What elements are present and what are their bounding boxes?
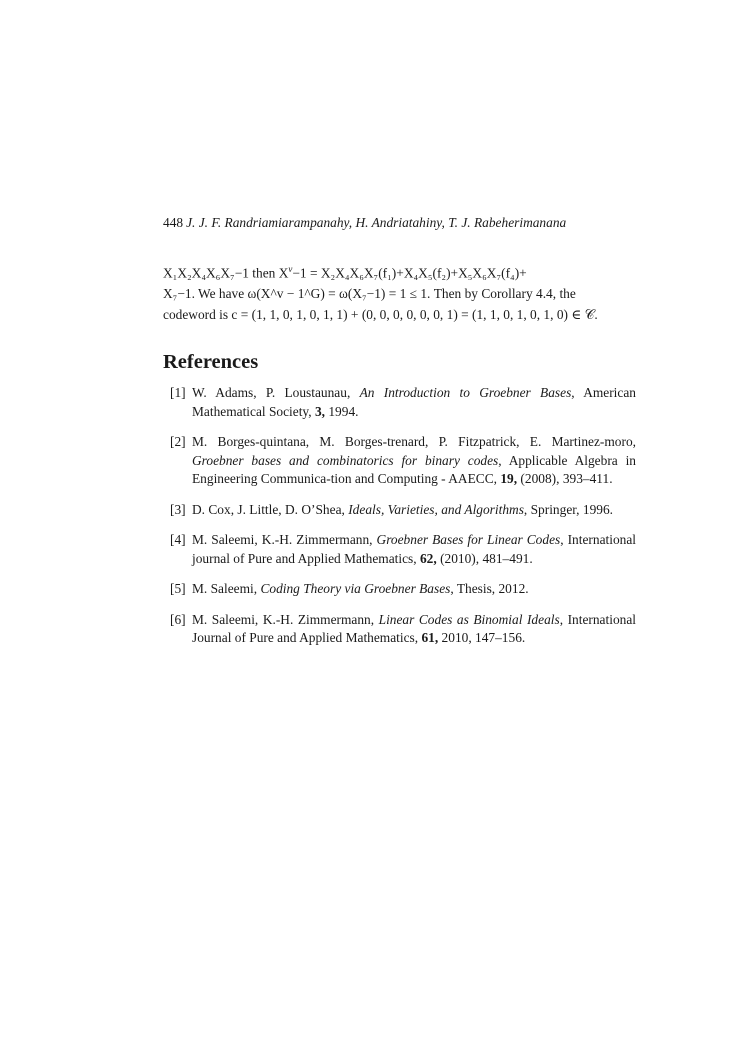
reference-authors: D. Cox, J. Little, D. O’Shea,: [192, 501, 349, 517]
reference-number: [2]: [170, 434, 186, 450]
math-superscript: v: [288, 264, 293, 274]
reference-year-pages: (2008), 393–411.: [517, 471, 613, 487]
reference-title: Linear Codes as Binomial Ideals: [378, 611, 560, 627]
reference-number: [5]: [170, 581, 186, 597]
reference-source: , International journal of Pure and Applied Mathematics,: [192, 532, 637, 566]
reference-item: [163, 611, 636, 648]
running-head: [163, 214, 636, 232]
references-heading: References: [163, 351, 259, 374]
reference-item: [163, 501, 636, 520]
page-content: [163, 214, 636, 664]
reference-year-pages: (2010), 481–491.: [436, 550, 533, 566]
reference-authors: M. Borges-quintana, M. Borges-trenard, P. Fitzpatrick, E. Martinez-moro,: [192, 434, 636, 450]
running-head-authors: J. J. F. Randriamiarampanahy, H. Andriatahiny, T. J. Rabeherimanana: [186, 215, 567, 230]
reference-year-pages: 2010, 147–156.: [438, 630, 526, 646]
reference-authors: M. Saleemi, K.-H. Zimmermann,: [192, 532, 377, 548]
reference-source: , Springer, 1996.: [523, 501, 614, 517]
reference-title: Ideals, Varieties, and Algorithms: [348, 501, 524, 517]
math-line-2-text: X₇−1. We have ω(X^v − 1^G) = ω(X₇−1) = 1 ≤ 1. Then by Corollary 4.4, the: [163, 286, 576, 302]
reference-title: Groebner bases and combinatorics for binary codes: [192, 452, 499, 468]
reference-title: Groebner Bases for Linear Codes: [376, 532, 561, 548]
reference-year-pages: 1994.: [325, 403, 359, 419]
math-line-3: [163, 304, 636, 325]
reference-source: , American Mathematical Society,: [192, 385, 636, 419]
reference-item: [163, 384, 636, 421]
references-list: [163, 384, 636, 648]
reference-authors: M. Saleemi,: [192, 581, 261, 597]
reference-title: Coding Theory via Groebner Bases: [260, 581, 451, 597]
reference-number: [3]: [170, 501, 186, 517]
reference-item: [163, 531, 636, 568]
reference-volume: 19,: [500, 471, 518, 487]
reference-source: , International Journal of Pure and Applied Mathematics,: [192, 611, 637, 646]
math-line-2: [163, 283, 636, 304]
reference-number: [4]: [170, 532, 186, 548]
page-number: 448: [163, 215, 184, 230]
reference-source: , Thesis, 2012.: [450, 581, 529, 597]
math-line-1-part-b: −1 = X₂X₄X₆X₇(f₁)+X₄X₅(f₂)+X₅X₆X₇(f₄)+: [292, 265, 527, 281]
reference-volume: 3,: [314, 403, 326, 419]
reference-authors: M. Saleemi, K.-H. Zimmermann,: [192, 611, 379, 627]
reference-number: [6]: [170, 611, 186, 627]
reference-volume: 61,: [421, 630, 439, 646]
reference-number: [1]: [170, 385, 186, 401]
reference-volume: 62,: [419, 550, 437, 566]
reference-item: [163, 433, 636, 489]
reference-item: [163, 580, 636, 599]
reference-authors: W. Adams, P. Loustaunau,: [192, 385, 360, 401]
math-line-1: [163, 259, 636, 283]
body-paragraph: [163, 259, 636, 325]
math-line-1-part-a: X₁X₂X₄X₆X₇−1 then X: [163, 265, 289, 281]
reference-source: , Applicable Algebra in Engineering Communica-tion and Computing - AAECC,: [192, 452, 636, 487]
math-line-1-text: [163, 259, 527, 283]
reference-title: An Introduction to Groebner Bases: [359, 385, 572, 401]
math-line-3-text: codeword is c = (1, 1, 0, 1, 0, 1, 1) + (0, 0, 0, 0, 0, 0, 1) = (1, 1, 0, 1, 0, 1, 0) ∈ 𝒞.: [163, 307, 598, 323]
